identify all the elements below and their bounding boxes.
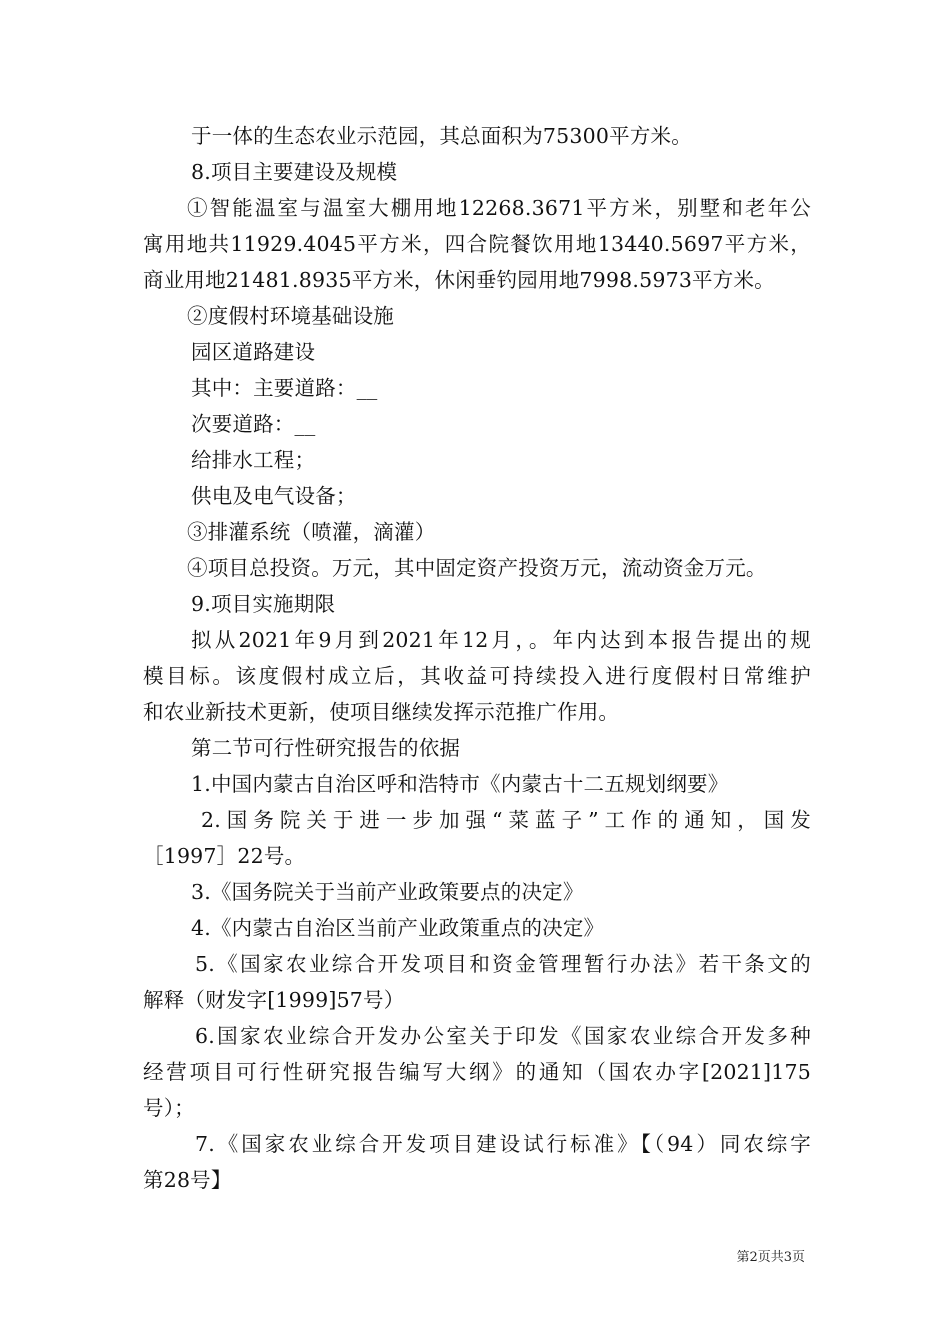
reference-line: 1.中国内蒙古自治区呼和浩特市《内蒙古十二五规划纲要》 — [191, 772, 729, 796]
paragraph-line: ④项目总投资。万元，其中固定资产投资万元，流动资金万元。 — [187, 556, 767, 580]
paragraph-line: 其中：主要道路：__ — [191, 376, 378, 400]
reference-line: 4.《内蒙古自治区当前产业政策重点的决定》 — [191, 916, 605, 940]
paragraph-line: 于一体的生态农业示范园，其总面积为75300平方米。 — [191, 124, 692, 148]
paragraph-line: 给排水工程； — [191, 448, 316, 472]
paragraph-line: 商业用地21481.8935平方米，休闲垂钓园用地7998.5973平方米。 — [143, 268, 775, 292]
paragraph-line: 模目标。该度假村成立后，其收益可持续投入进行度假村日常维护 — [143, 664, 811, 688]
reference-line: 6.国家农业综合开发办公室关于印发《国家农业综合开发多种 — [195, 1024, 811, 1048]
reference-line: 3.《国务院关于当前产业政策要点的决定》 — [191, 880, 584, 904]
page-number: 第2页共3页 — [736, 1250, 805, 1265]
paragraph-line: 次要道路：__ — [191, 412, 316, 436]
paragraph-line: ②度假村环境基础设施 — [187, 304, 394, 328]
section-heading: 8.项目主要建设及规模 — [191, 160, 398, 184]
section-heading: 9.项目实施期限 — [191, 592, 336, 616]
reference-line: 解释（财发字[1999]57号） — [143, 988, 405, 1012]
section-heading: 第二节可行性研究报告的依据 — [191, 736, 461, 760]
reference-line: 7.《国家农业综合开发项目建设试行标准》【（94）同农综字 — [195, 1132, 811, 1156]
reference-line: 5.《国家农业综合开发项目和资金管理暂行办法》若干条文的 — [195, 952, 811, 976]
paragraph-line: 园区道路建设 — [191, 340, 316, 364]
reference-line: 经营项目可行性研究报告编写大纲》的通知（国农办字[2021]175 — [143, 1060, 811, 1084]
paragraph-line: 拟从2021年9月到2021年12月，。年内达到本报告提出的规 — [191, 628, 811, 652]
reference-line: ［1997］22号。 — [143, 844, 306, 868]
paragraph-line: ③排灌系统（喷灌，滴灌） — [187, 520, 436, 544]
reference-line: 2.国务院关于进一步加强“菜蓝子”工作的通知，国发 — [201, 808, 811, 832]
paragraph-line: 和农业新技术更新，使项目继续发挥示范推广作用。 — [143, 700, 620, 724]
reference-line: 号）； — [143, 1096, 195, 1120]
paragraph-line: 寓用地共11929.4045平方米，四合院餐饮用地13440.5697平方米， — [143, 232, 811, 256]
paragraph-line: 供电及电气设备； — [191, 484, 357, 508]
paragraph-line: ①智能温室与温室大棚用地12268.3671平方米，别墅和老年公 — [187, 196, 811, 220]
document-body — [143, 118, 811, 1198]
reference-line: 第28号】 — [143, 1168, 232, 1192]
